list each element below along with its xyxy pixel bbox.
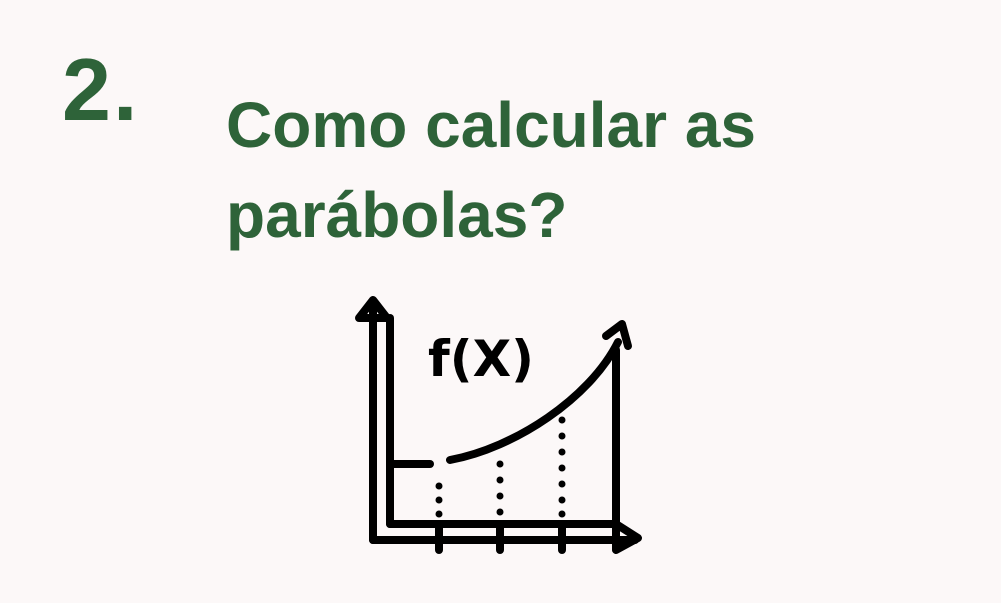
function-graph-icon [350,288,650,558]
function-label: f(X) [428,330,535,388]
section-title-line-2: parábolas? [226,179,568,251]
section-title-line-1: Como calcular as [226,89,756,161]
section-number: 2. [62,40,140,139]
section-title [226,80,966,260]
dotted-guides [436,417,566,518]
